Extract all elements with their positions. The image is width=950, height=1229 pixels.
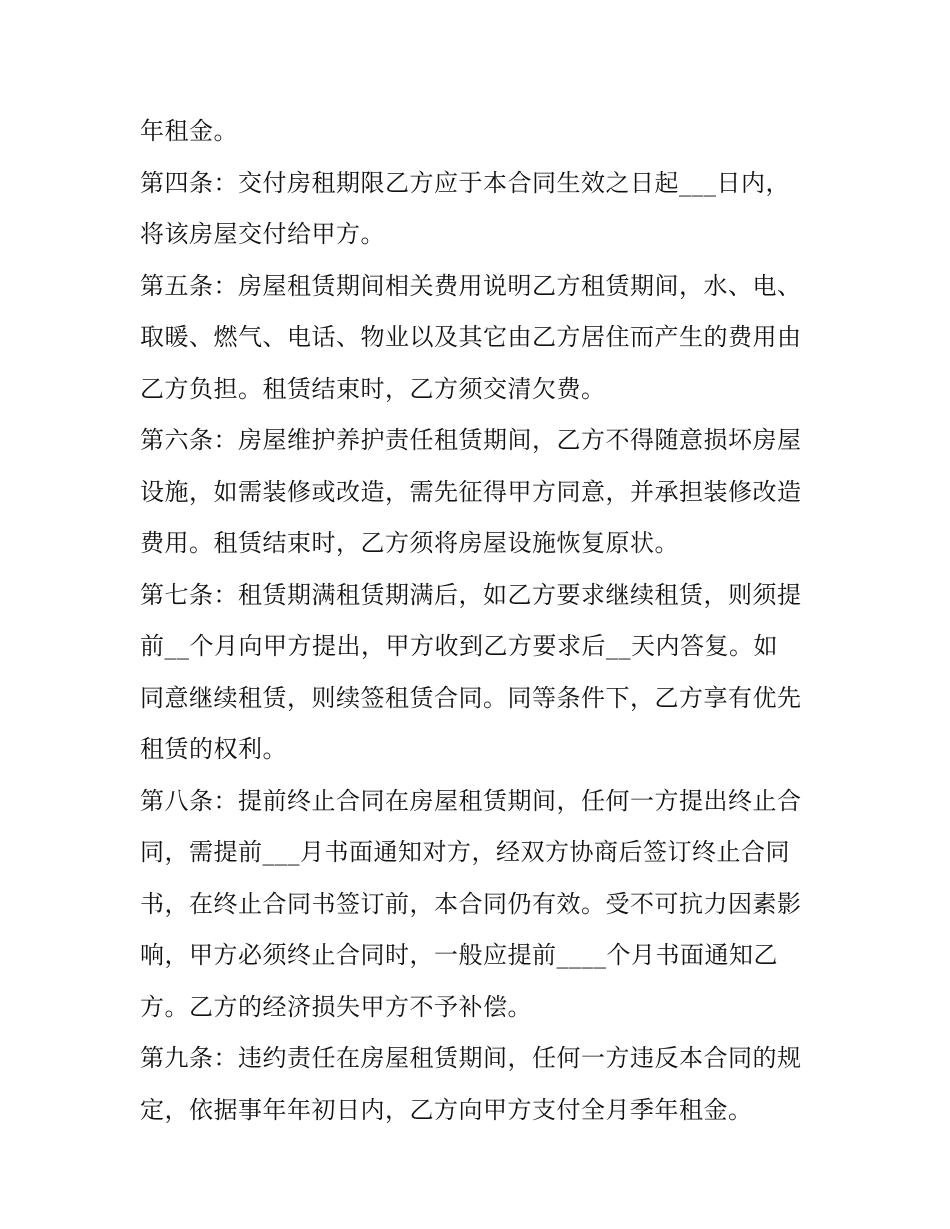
- text-line: 定，依据事年年初日内，乙方向甲方支付全月季年租金。: [140, 1095, 753, 1124]
- text-line: 同，需提前___月书面通知对方，经双方协商后签订终止合同: [140, 838, 790, 866]
- text-line: 书，在终止合同书签订前，本合同仍有效。受不可抗力因素影: [140, 889, 802, 918]
- text-line: 费用。租赁结束时，乙方须将房屋设施恢复原状。: [140, 529, 679, 557]
- text-line: 第九条：违约责任在房屋租赁期间，任何一方违反本合同的规: [140, 1044, 802, 1072]
- text-line: 租赁的权利。: [140, 735, 287, 763]
- text-line: 第八条：提前终止合同在房屋租赁期间，任何一方提出终止合: [140, 786, 802, 815]
- text-line: 第六条：房屋维护养护责任租赁期间，乙方不得随意损坏房屋: [140, 426, 802, 454]
- text-line: 设施，如需装修或改造，需先征得甲方同意，并承担装修改造: [140, 477, 802, 506]
- text-line: 乙方负担。租赁结束时，乙方须交清欠费。: [140, 374, 606, 403]
- text-line: 响，甲方必须终止合同时，一般应提前____个月书面通知乙: [140, 941, 778, 969]
- text-line: 第七条：租赁期满租赁期满后，如乙方要求继续租赁，则须提: [140, 580, 802, 609]
- text-line: 第五条：房屋租赁期间相关费用说明乙方租赁期间，水、电、: [140, 271, 802, 300]
- text-line: 取暖、燃气、电话、物业以及其它由乙方居住而产生的费用由: [140, 323, 802, 351]
- text-line: 年租金。: [140, 117, 238, 145]
- text-line: 第四条：交付房租期限乙方应于本合同生效之日起___日内，: [140, 168, 790, 197]
- document-body: [140, 106, 820, 1136]
- text-line: 将该房屋交付给甲方。: [140, 220, 385, 248]
- text-line: 前__个月向甲方提出，甲方收到乙方要求后__天内答复。如: [140, 632, 778, 660]
- text-line: 方。乙方的经济损失甲方不予补偿。: [140, 992, 532, 1021]
- text-line: 同意继续租赁，则续签租赁合同。同等条件下，乙方享有优先: [140, 683, 802, 712]
